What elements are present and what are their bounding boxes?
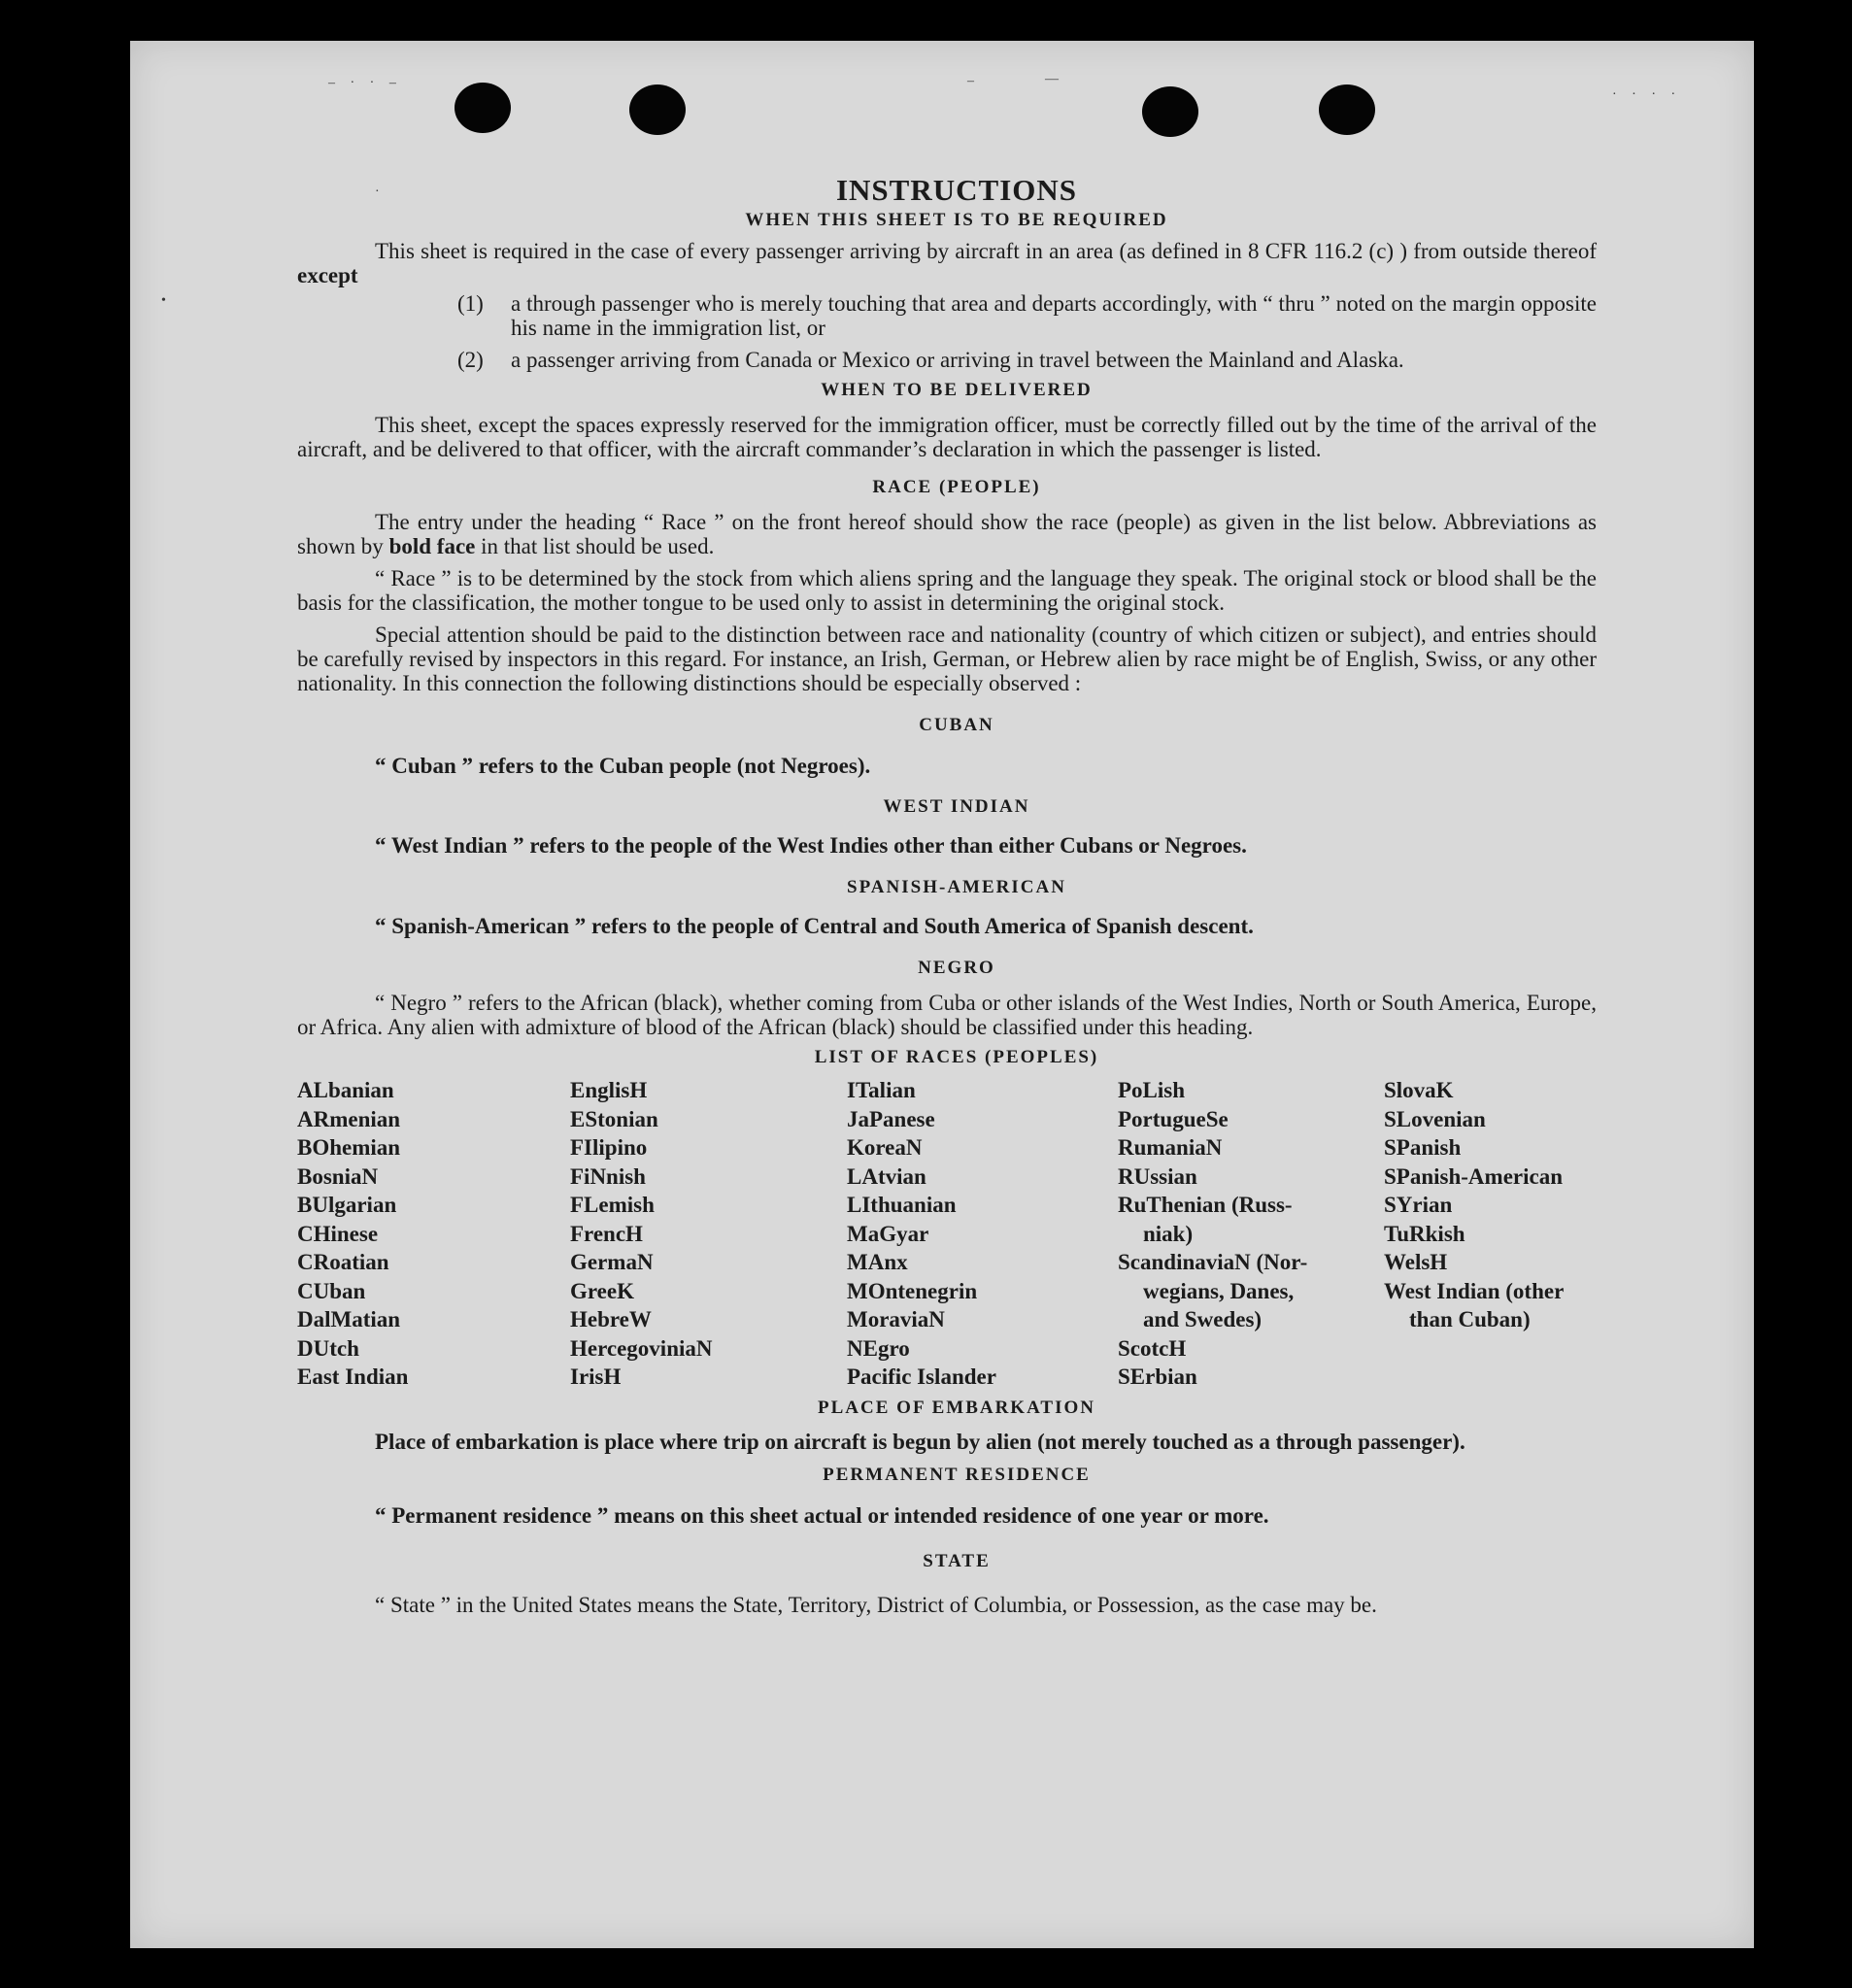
exception-item: [457, 348, 1597, 372]
race-entry: CHinese: [297, 1221, 379, 1246]
race-entry: MOntenegrin: [847, 1278, 978, 1303]
spanish-american-text: “ Spanish-American ” refers to the people of Central and South America of Spanish descent.: [375, 914, 1254, 938]
race-entry: LAtvian: [847, 1163, 926, 1189]
when-required-text: [297, 239, 1597, 287]
exception-item: [457, 291, 1597, 340]
item-text: a passenger arriving from Canada or Mexico or arriving in travel between the Mainland and Alaska.: [511, 348, 1404, 372]
race-entry: FiNnish: [570, 1163, 646, 1189]
races-column: [1384, 1076, 1597, 1392]
heading-when-required: WHEN THIS SHEET IS TO BE REQUIRED: [745, 210, 1168, 230]
race-entry: RuThenian (Russ-: [1118, 1193, 1293, 1217]
race-entry: IrisH: [570, 1365, 622, 1389]
race-entry: DalMatian: [297, 1307, 401, 1331]
race-entry: SYrian: [1384, 1193, 1453, 1217]
race-entry: ScotcH: [1118, 1335, 1187, 1361]
when-delivered-text: This sheet, except the spaces expressly reserved for the immigration officer, must be correctly filled out by the time of the arrival of the aircraft, and be delivered to that officer, with the aircraft commander’s declaration in which the passenger is listed.: [297, 413, 1597, 461]
race-entry: RumaniaN: [1118, 1135, 1223, 1160]
race-entry: PortugueSe: [1118, 1106, 1229, 1131]
race-entry: GermaN: [570, 1250, 654, 1274]
race-entry: RUssian: [1118, 1163, 1197, 1189]
race-entry: CUban: [297, 1278, 366, 1303]
race-entry: EStonian: [570, 1106, 658, 1131]
race-entry: FrencH: [570, 1221, 643, 1246]
punch-hole: [1319, 84, 1375, 135]
race-entry: JaPanese: [847, 1106, 935, 1131]
ink-mark: –: [967, 74, 980, 88]
race-entry: DUtch: [297, 1335, 359, 1361]
item-text: a through passenger who is merely touching that area and departs accordingly, with “ thru ” noted on the margin opposite his name in the immigration list, or: [511, 291, 1597, 340]
heading-place-of-embarkation: PLACE OF EMBARKATION: [818, 1397, 1095, 1418]
race-entry: ALbanian: [297, 1078, 394, 1102]
race-entry-continued: than Cuban): [1409, 1307, 1531, 1331]
punch-hole: [1142, 86, 1198, 137]
race-p1-end: in that list should be used.: [481, 534, 715, 558]
races-column: [847, 1076, 1118, 1392]
race-entry: SlovaK: [1384, 1078, 1454, 1102]
race-paragraph-2: “ Race ” is to be determined by the stock from which aliens spring and the language they speak. The original stock or blood shall be the basis for the classification, the mother tongue to be used only to assist in determining the original stock.: [297, 566, 1597, 615]
race-entry-continued: and Swedes): [1143, 1307, 1263, 1331]
negro-text: “ Negro ” refers to the African (black), whether coming from Cuba or other islands of the West Indies, North or South America, Europe, or Africa. Any alien with admixture of blood of the African (black) should be classified under this heading.: [297, 991, 1597, 1039]
item-number: (1): [457, 291, 484, 316]
race-entry: NEgro: [847, 1335, 910, 1361]
race-p1-text: The entry under the heading “ Race ” on the front hereof should show the race (people) as given in the list below. Abbreviations as shown by: [297, 510, 1597, 558]
when-required-intro: This sheet is required in the case of every passenger arriving by aircraft in an area (as defined in 8 CFR 116.2 (c) ) from outside thereof: [375, 239, 1597, 263]
race-entry: SErbian: [1118, 1365, 1197, 1389]
races-list: [297, 1076, 1597, 1392]
race-entry: HebreW: [570, 1307, 652, 1331]
heading-permanent-residence: PERMANENT RESIDENCE: [823, 1464, 1091, 1485]
race-entry: EnglisH: [570, 1078, 648, 1102]
instructions-content: [297, 171, 1597, 1621]
race-entry: BUlgarian: [297, 1193, 397, 1217]
punch-hole: [629, 84, 686, 135]
race-entry: PoLish: [1118, 1078, 1186, 1102]
race-entry: ScandinaviaN (Nor-: [1118, 1250, 1308, 1274]
race-entry: HercegoviniaN: [570, 1335, 713, 1361]
race-entry: SPanish: [1384, 1135, 1462, 1160]
race-entry: MaGyar: [847, 1221, 929, 1246]
race-entry: KoreaN: [847, 1135, 923, 1160]
heading-west-indian: WEST INDIAN: [883, 796, 1030, 817]
ink-mark: – · · –: [328, 76, 402, 90]
ink-mark: —: [1045, 72, 1064, 86]
heading-cuban: CUBAN: [919, 715, 994, 735]
races-column: [570, 1076, 847, 1392]
cuban-text: “ Cuban ” refers to the Cuban people (not Negroes).: [375, 754, 871, 778]
race-entry: SPanish-American: [1384, 1163, 1563, 1189]
race-entry: BosniaN: [297, 1163, 379, 1189]
race-entry: East Indian: [297, 1365, 409, 1389]
race-entry-continued: wegians, Danes,: [1143, 1278, 1295, 1303]
race-entry: ARmenian: [297, 1106, 401, 1131]
race-entry: TuRkish: [1384, 1221, 1465, 1246]
except-emphasis: except: [297, 263, 358, 287]
ink-mark: · · · ·: [1612, 87, 1682, 102]
race-entry: WelsH: [1384, 1250, 1448, 1274]
ink-mark: ·: [375, 185, 386, 199]
bold-face-emphasis: bold face: [388, 534, 476, 558]
punch-hole: [455, 83, 511, 133]
race-entry: West Indian (other: [1384, 1278, 1565, 1303]
race-entry: FIlipino: [570, 1135, 648, 1160]
heading-state: STATE: [923, 1550, 991, 1571]
heading-spanish-american: SPANISH-AMERICAN: [847, 877, 1066, 897]
page-title: INSTRUCTIONS: [835, 173, 1077, 207]
races-column: [1118, 1076, 1384, 1392]
race-entry: BOhemian: [297, 1135, 401, 1160]
race-paragraph-1: [297, 510, 1597, 558]
race-entry: Pacific Islander: [847, 1365, 996, 1389]
race-entry: FLemish: [570, 1193, 655, 1217]
race-entry: MoraviaN: [847, 1307, 945, 1331]
heading-negro: NEGRO: [918, 958, 995, 978]
item-number: (2): [457, 348, 484, 372]
race-entry: ITalian: [847, 1078, 916, 1102]
ink-mark: •: [161, 293, 172, 308]
race-entry-continued: niak): [1143, 1221, 1194, 1246]
race-entry: LIthuanian: [847, 1193, 957, 1217]
race-entry: SLovenian: [1384, 1106, 1486, 1131]
races-column: [297, 1076, 570, 1392]
race-entry: GreeK: [570, 1278, 634, 1303]
heading-when-delivered: WHEN TO BE DELIVERED: [821, 380, 1093, 400]
place-of-embarkation-text: Place of embarkation is place where trip on aircraft is begun by alien (not merely touched as a through passenger).: [375, 1429, 1465, 1454]
state-text: “ State ” in the United States means the State, Territory, District of Columbia, or Possession, as the case may be.: [375, 1592, 1377, 1617]
permanent-residence-text: “ Permanent residence ” means on this sheet actual or intended residence of one year or more.: [375, 1502, 1269, 1528]
race-entry: CRoatian: [297, 1250, 389, 1274]
heading-list-of-races: LIST OF RACES (PEOPLES): [814, 1047, 1099, 1067]
race-paragraph-3: Special attention should be paid to the distinction between race and nationality (country of which citizen or subject), and entries should be carefully revised by inspectors in this regard. For instance, an Irish, German, or Hebrew alien by race might be of English, Swiss, or any other nationality. In this connection the following distinctions should be especially observed :: [297, 623, 1597, 695]
heading-race: RACE (PEOPLE): [872, 477, 1041, 497]
race-entry: MAnx: [847, 1250, 908, 1274]
west-indian-text: “ West Indian ” refers to the people of the West Indies other than either Cubans or Negroes.: [375, 833, 1247, 858]
